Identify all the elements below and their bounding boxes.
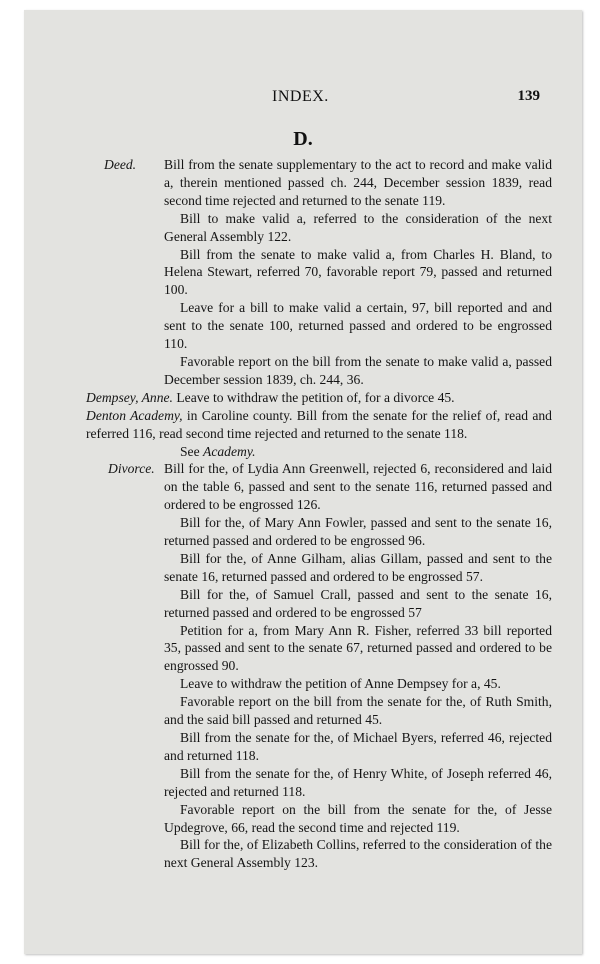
- dempsey-line: [86, 389, 552, 407]
- divorce-paragraph: Favorable report on the bill from the senate for the, of Jesse Updegrove, 66, read the second time and rejected 119.: [164, 801, 552, 835]
- running-title: INDEX.: [272, 88, 329, 105]
- divorce-paragraph: Favorable report on the bill from the senate for the, of Ruth Smith, and the said bill passed and returned 45.: [164, 694, 552, 728]
- see-target: Academy.: [203, 443, 256, 459]
- entry-divorce: [86, 460, 552, 872]
- denton-text: in Caroline county. Bill from the senate for the relief of, read and referred 116, read second time rejected and returned to the senate 118.: [86, 407, 552, 441]
- divorce-paragraph: Petition for a, from Mary Ann R. Fisher, referred 33 bill reported 35, passed and sent to the senate 67, returned passed and ordered to be engrossed 90.: [164, 622, 552, 674]
- deed-paragraph: Leave for a bill to make valid a certain, 97, bill reported and and sent to the senate 100, returned passed and ordered to be engrossed 110.: [164, 300, 552, 352]
- divorce-paragraph: Bill from the senate for the, of Michael Byers, referred 46, rejected and returned 118.: [164, 730, 552, 763]
- entry-heading-dempsey: Dempsey, Anne.: [86, 389, 173, 405]
- divorce-paragraph: Bill for the, of Lydia Ann Greenwell, rejected 6, reconsidered and laid on the table 6, passed and sent to the senate 116, returned passed and ordered to be engrossed 126.: [164, 461, 552, 513]
- running-head: [24, 88, 582, 110]
- deed-paragraph: Bill from the senate supplementary to the act to record and make valid a, therein mentioned passed ch. 244, December session 1839, read second time rejected and returned to the senate 119.: [164, 157, 552, 208]
- section-letter: D.: [293, 128, 313, 150]
- divorce-paragraph: Leave to withdraw the petition of Anne Dempsey for a, 45.: [180, 676, 501, 692]
- deed-paragraph: Bill from the senate to make valid a, from Charles H. Bland, to Helena Stewart, referred 70, favorable report 79, passed and returned 100.: [164, 246, 552, 298]
- deed-paragraph: Bill to make valid a, referred to the consideration of the next General Assembly 122.: [164, 210, 552, 244]
- entry-heading-denton: Denton Academy,: [86, 407, 183, 423]
- entry-heading-deed: Deed.: [104, 157, 137, 172]
- deed-paragraph: Favorable report on the bill from the senate to make valid a, passed December session 1839, ch. 244, 36.: [164, 353, 552, 387]
- denton-line: [86, 407, 552, 443]
- divorce-paragraph: Bill for the, of Elizabeth Collins, referred to the consideration of the next General Assembly 123.: [164, 837, 552, 871]
- book-page: [24, 10, 582, 954]
- entry-heading-divorce: Divorce.: [108, 461, 155, 477]
- entry-dempsey: [86, 389, 552, 407]
- see-label: See: [180, 443, 200, 459]
- see-reference: [180, 443, 552, 461]
- divorce-paragraph: Bill for the, of Anne Gilham, alias Gillam, passed and sent to the senate 16, returned passed and ordered to be engrossed 57.: [164, 550, 552, 584]
- dempsey-text: Leave to withdraw the petition of, for a divorce 45.: [176, 389, 455, 405]
- divorce-paragraph: Bill for the, of Mary Ann Fowler, passed and sent to the senate 16, returned passed and ordered to be engrossed 96.: [164, 515, 552, 549]
- page-number: 139: [517, 88, 540, 104]
- entry-deed: [86, 156, 552, 389]
- divorce-paragraph: Bill for the, of Samuel Crall, passed and sent to the senate 16, returned passed and ordered to be engrossed 57: [164, 586, 552, 620]
- entry-denton-academy: [86, 407, 552, 461]
- index-content: [86, 156, 552, 872]
- divorce-paragraph: Bill from the senate for the, of Henry White, of Joseph referred 46, rejected and returned 118.: [164, 765, 552, 799]
